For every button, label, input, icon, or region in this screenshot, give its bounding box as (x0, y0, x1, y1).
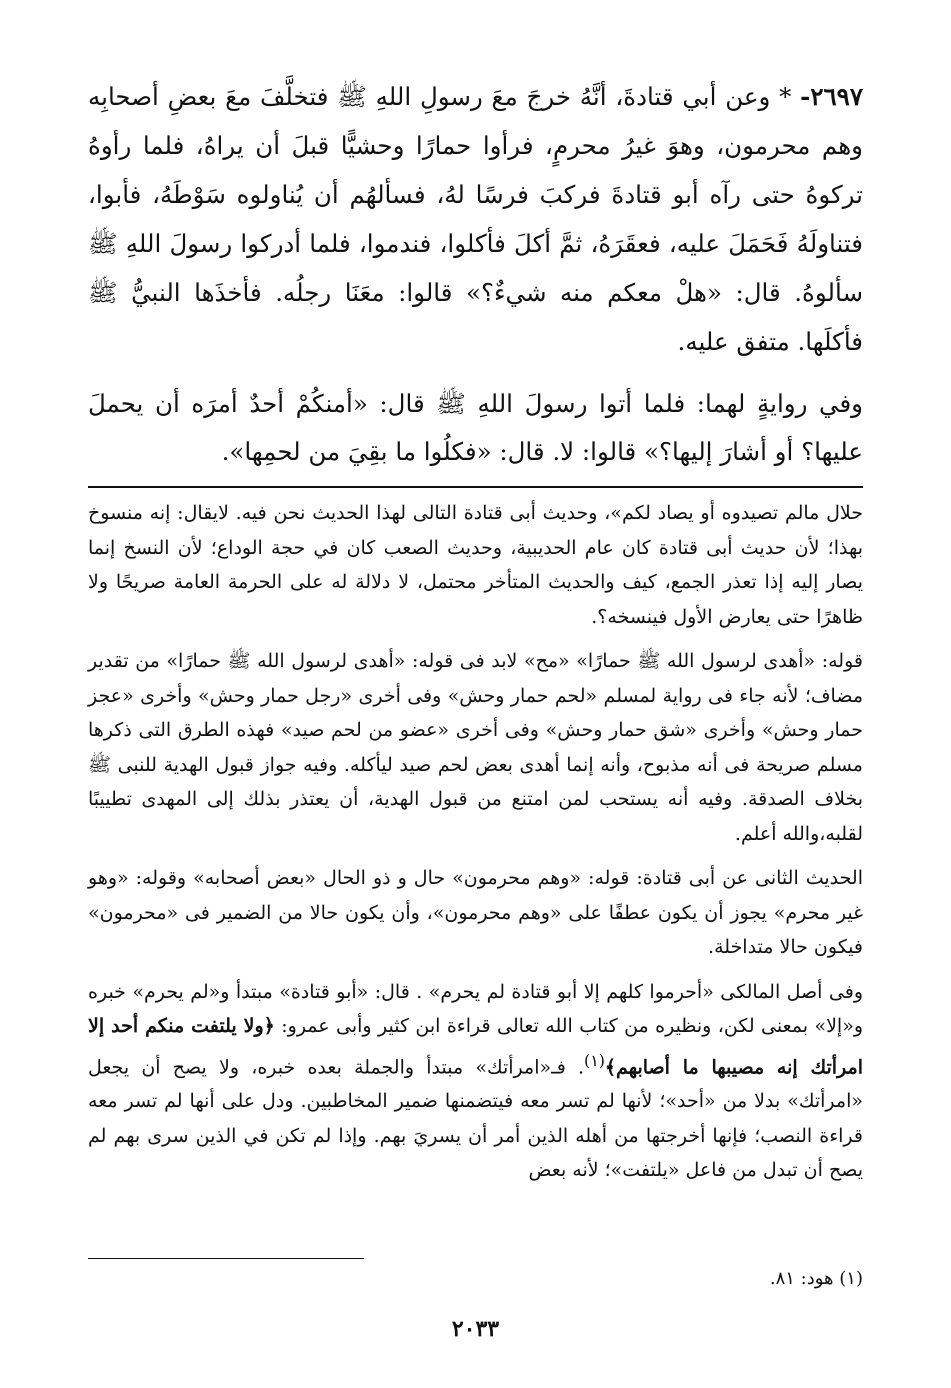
hadith-text (88, 72, 863, 366)
hadith-riwaya: وفي روايةٍ لهما: فلما أتوا رسولَ اللهِ ﷺ قال: «أمنكُمْ أحدٌ أمرَه أن يحملَ عليها؟ أو أشارَ إليها؟» قالوا: لا. قال: «فكلُوا ما بقِيَ من لحمِها». (88, 389, 863, 466)
quran-verse: ﴿ولا يلتفت منكم أحد إلا امرأتك إنه مصيبها ما أصابهم﴾ (88, 1015, 863, 1078)
commentary-paragraph: الحديث الثانى عن أبى قتادة: قوله: «وهم محرمون» حال و ذو الحال «بعض أصحابه» وقوله: «وهو غير محرم» يجوز أن يكون عطفًا على «وهم محرمون»، وأن يكون حالا من الضمير فى «محرمون» فيكون حالا متداخلة. (88, 867, 863, 958)
main-divider (88, 486, 863, 488)
footnote-ref: (١) (584, 1050, 605, 1070)
hadith-marker: * (779, 82, 792, 111)
hadith-body: وعن أبي قتادةَ، أنَّهُ خرجَ معَ رسولِ اللهِ ﷺ فتخلَّفَ معَ بعضِ أصحابِه وهم محرمون، وهوَ غيرُ محرمٍ، فرأوا حمارًا وحشيًّا قبلَ أن يراهُ، فلما رأوهُ تركوهُ حتى رآه أبو قتادةَ فركبَ فرسًا لهُ، فسألهُم أن يُناولوه سَوْطَهُ، فأبوا، فتناولَهُ فَحَمَلَ عليه، فعقَرَهُ، ثمَّ أكلَ فأكلوا، فندموا، فلما أدركوا رسولَ اللهِ ﷺ سألوهُ. قال: «هلْ معكم منه شيءٌ؟» قالوا: معَنَا رجلُه. فأخذَها النبيُّ ﷺ فأكلَها. متفق عليه. (88, 82, 863, 356)
hadith-number: ٢٦٩٧- (800, 82, 863, 111)
commentary-text: وفى أصل المالكى «أحرموا كلهم إلا أبو قتادة لم يحرم» . قال: «أبو قتادة» مبتدأ و«لم يحرم» خبره و«إلا» بمعنى لكن، ونظيره من كتاب الله تعالى قراءة ابن كثير وأبى عمرو: (88, 980, 864, 1037)
commentary-paragraph: حلال مالم تصيدوه أو يصاد لكم»، وحديث أبى قتادة التالى لهذا الحديث نحن فيه. لايقال: إنه منسوخ بهذا؛ لأن حديث أبى قتادة كان عام الحديبية، وحديث الصعب كان في حجة الوداع؛ لأن النسخ إنما يصار إليه إذا تعذر الجمع، كيف والحديث المتأخر محتمل، لا دلالة له على الحرمة العامة صريحًا ولا ظاهرًا حتى يعارض الأول فينسخه؟. (88, 502, 863, 628)
commentary (88, 496, 863, 1188)
commentary-paragraph-last (88, 975, 863, 1188)
commentary-paragraph: قوله: «أهدى لرسول الله ﷺ حمارًا» «مح» لابد فى قوله: «أهدى لرسول الله ﷺ حمارًا» من تقدير مضاف؛ لأنه جاء فى رواية لمسلم «لحم حمار وحش» وفى أخرى «رجل حمار وحش» وأخرى «عجز حمار وحش» وأخرى «شق حمار وحش» وفى أخرى «عضو من لحم صيد» فهذه الطرق التى ذكرها مسلم صريحة فى أنه مذبوح، وأنه إنما أهدى بعض لحم صيد ليأكله. وفيه جواز قبول الهدية للنبى ﷺ بخلاف الصدقة. وفيه أنه يستحب لمن امتنع من قبول الهدية، أن يعتذر بذلك إلى المهدى تطييبًا لقلبه،والله أعلم. (88, 650, 863, 845)
footnote: (١) هود: ٨١. (769, 1268, 863, 1289)
footnote-divider (88, 1258, 364, 1259)
commentary-text: . فـ«امرأتك» مبتدأ والجملة بعده خبره، ولا يصح أن يجعل «امرأتك» بدلا من «أحد»؛ لأنها لم تسر معه فيتضمنها ضمير المخاطبين. ودل على أنها لم تسر معه قراءة النصب؛ فإنها أخرجتها من أهله الذين أمر أن يسريَ بهم. وإذا لم تكن في الذين سرى بهم لم يصح أن تبدل من فاعل «يلتفت»؛ لأنه بعض (88, 1055, 863, 1182)
page-number: ٢٠٣٣ (451, 1316, 500, 1342)
